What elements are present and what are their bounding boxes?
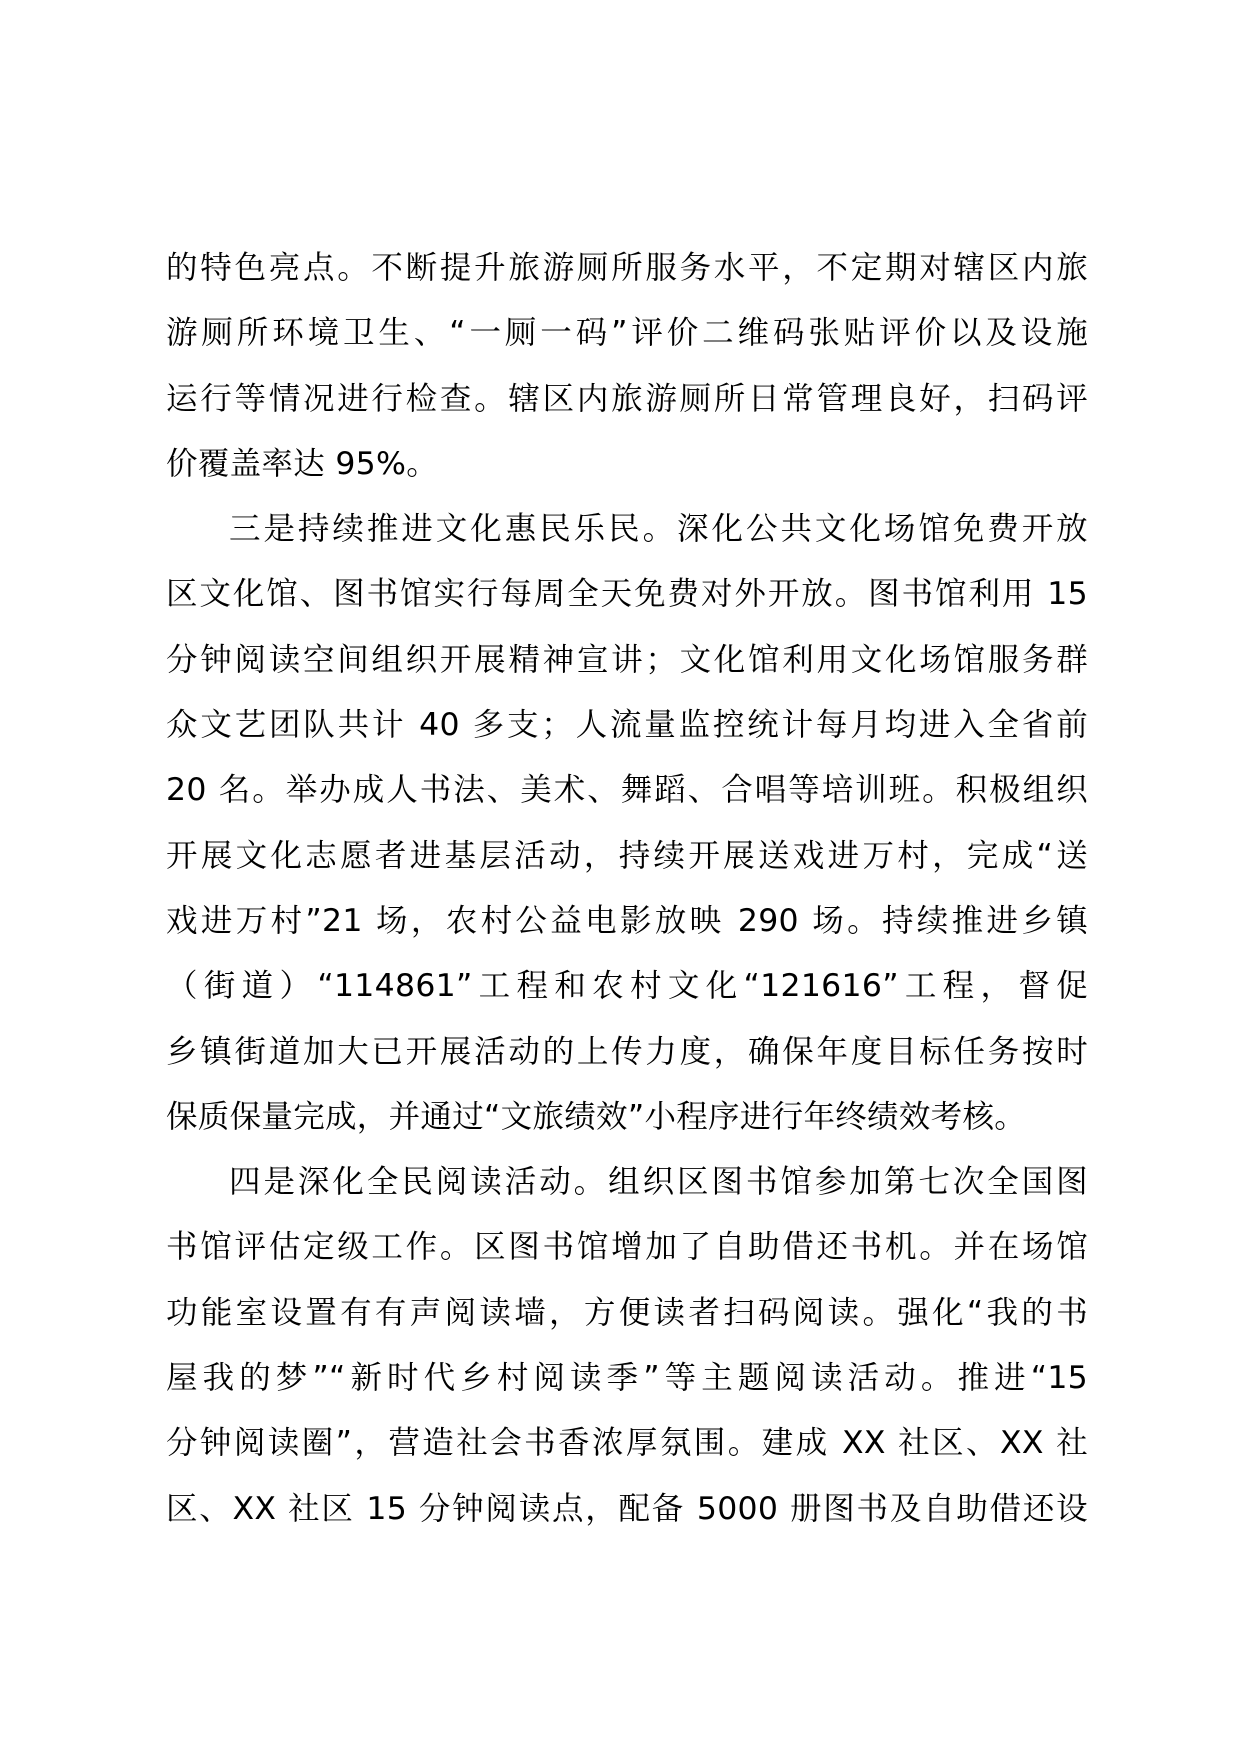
text-line: 运行等情况进行检查。辖区内旅游厕所日常管理良好，扫码评: [166, 380, 1088, 417]
text-line: 区文化馆、图书馆实行每周全天免费对外开放。图书馆利用 15: [166, 576, 1088, 613]
text-line: （街道）“114861”工程和农村文化“121616”工程，督促: [166, 968, 1088, 1005]
text-line: 分钟阅读空间组织开展精神宣讲；文化馆利用文化场馆服务群: [166, 641, 1088, 678]
text-line: 游厕所环境卫生、“一厕一码”评价二维码张贴评价以及设施: [166, 315, 1088, 352]
text-line: 区、XX 社区 15 分钟阅读点，配备 5000 册图书及自助借还设: [166, 1490, 1088, 1527]
text-line: 屋我的梦”“新时代乡村阅读季”等主题阅读活动。推进“15: [166, 1360, 1088, 1397]
text-line: 众文艺团队共计 40 多支；人流量监控统计每月均进入全省前: [166, 707, 1088, 744]
body-text: [166, 236, 1088, 1542]
text-line: 分钟阅读圈”，营造社会书香浓厚氛围。建成 XX 社区、XX 社: [166, 1425, 1088, 1462]
text-line: 保质保量完成，并通过“文旅绩效”小程序进行年终绩效考核。: [166, 1098, 1027, 1135]
text-line: 价覆盖率达 95%。: [166, 445, 439, 482]
text-line: 三是持续推进文化惠民乐民。深化公共文化场馆免费开放: [229, 511, 1088, 548]
text-line: 书馆评估定级工作。区图书馆增加了自助借还书机。并在场馆: [166, 1229, 1088, 1266]
text-line: 开展文化志愿者进基层活动，持续开展送戏进万村，完成“送: [166, 837, 1088, 874]
text-line: 的特色亮点。不断提升旅游厕所服务水平，不定期对辖区内旅: [166, 250, 1088, 286]
text-line: 戏进万村”21 场，农村公益电影放映 290 场。持续推进乡镇: [166, 902, 1088, 939]
text-line: 乡镇街道加大已开展活动的上传力度，确保年度目标任务按时: [166, 1033, 1088, 1070]
text-line: 20 名。举办成人书法、美术、舞蹈、合唱等培训班。积极组织: [166, 772, 1088, 809]
text-line: 功能室设置有有声阅读墙，方便读者扫码阅读。强化“我的书: [166, 1294, 1088, 1331]
text-line: 四是深化全民阅读活动。组织区图书馆参加第七次全国图: [229, 1164, 1088, 1201]
